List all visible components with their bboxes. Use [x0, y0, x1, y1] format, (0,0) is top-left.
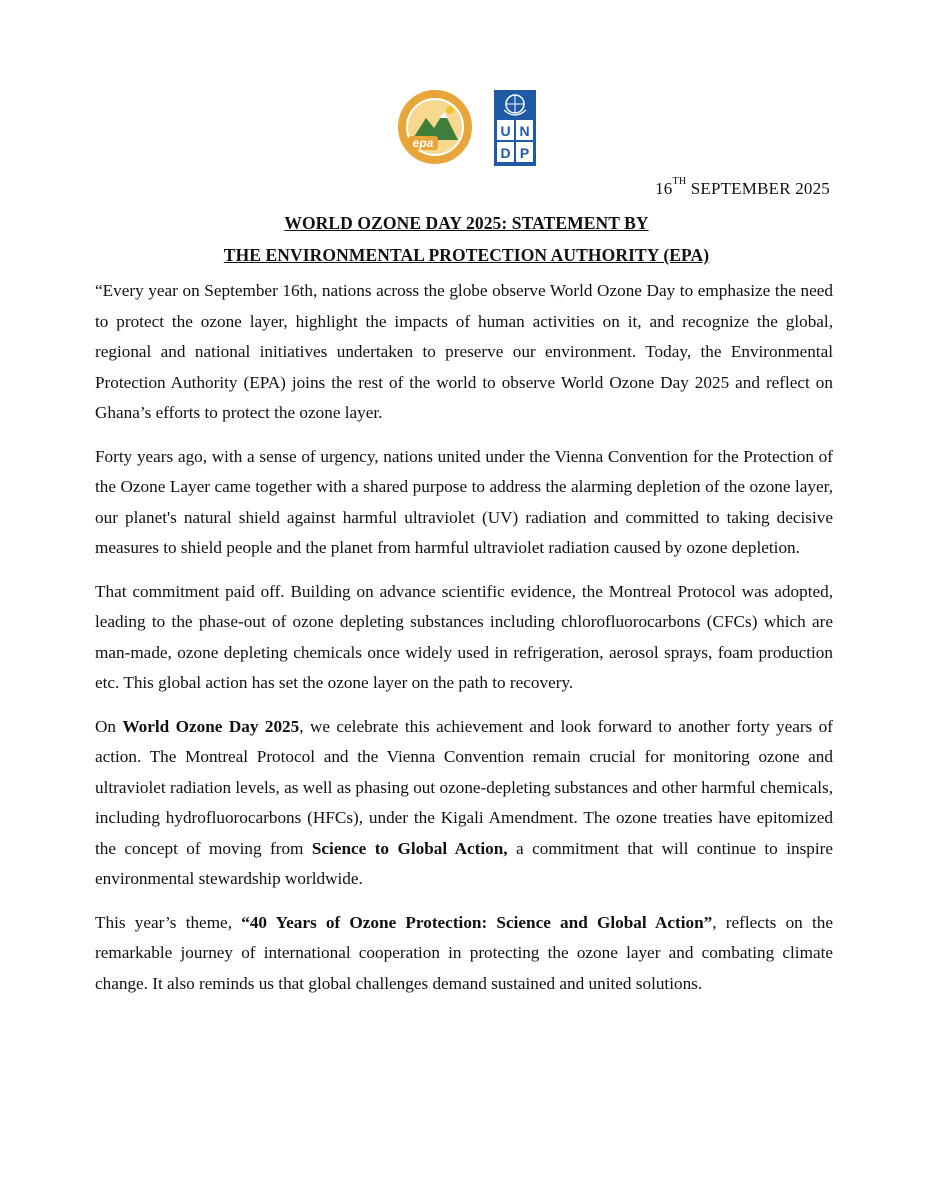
undp-logo [494, 90, 536, 166]
p4-post: a commitment that will continue to inspire environmental stewardship worldwide. [95, 838, 833, 888]
paragraph-5 [95, 908, 833, 1000]
epa-logo [398, 90, 472, 164]
statement-date [655, 176, 830, 199]
p5-post: , reflects on the remarkable journey of international cooperation in protecting the ozone layer and combating climate change. It also reminds us that global challenges demand sustained and united solutions. [95, 912, 833, 993]
paragraph-2: Forty years ago, with a sense of urgency, nations united under the Vienna Convention for the Protection of the Ozone Layer came together with a shared purpose to address the alarming depletion of the ozone layer, our planet's natural shield against harmful ultraviolet (UV) radiation and committed to taking decisive measures to shield people and the planet from harmful ultraviolet radiation caused by ozone depletion. [95, 446, 833, 557]
statement-body [95, 276, 833, 1012]
logo-row [0, 90, 933, 166]
undp-letter-d: D [499, 145, 511, 161]
p4-bold-event: World Ozone Day 2025 [122, 716, 300, 736]
paragraph-3: That commitment paid off. Building on advance scientific evidence, the Montreal Protocol was adopted, leading to the phase-out of ozone depleting substances including chlorofluorocarbons (CFCs) which are man-made, ozone depleting chemicals once widely used in refrigeration, aerosol sprays, foam production etc. This global action has set the ozone layer on the path to recovery. [95, 581, 833, 692]
p4-bold-concept: Science to Global Action, [311, 838, 508, 858]
date-suffix: TH [672, 176, 687, 187]
date-day: 16 [655, 179, 673, 198]
undp-letter-p: P [519, 145, 529, 161]
paragraph-1: “Every year on September 16th, nations across the globe observe World Ozone Day to emphasize the need to protect the ozone layer, highlight the impacts of human activities on it, and recognize the global, regional and national initiatives undertaken to preserve our environment. Today, the Environmental Protection Authority (EPA) joins the rest of the world to observe World Ozone Day 2025 and reflect on Ghana’s efforts to protect the ozone layer. [95, 281, 833, 422]
p4-mid: , we celebrate this achievement and look forward to another forty years of action. The Montreal Protocol and the Vienna Convention remain crucial for monitoring ozone and ultraviolet radiation levels, as well as phasing out ozone-depleting substances and other harmful chemicals, including hydrofluorocarbons (HFCs), under the Kigali Amendment. The ozone treaties have epitomized the concept of moving from [95, 716, 833, 858]
date-rest: SEPTEMBER 2025 [686, 179, 830, 198]
epa-logo-text: epa [412, 136, 433, 150]
paragraph-4 [95, 712, 833, 895]
title-line-2: THE ENVIRONMENTAL PROTECTION AUTHORITY (EPA) [223, 245, 710, 265]
p5-pre: This year’s theme, [95, 912, 242, 932]
undp-letter-u: U [499, 123, 511, 139]
p5-bold-theme: “40 Years of Ozone Protection: Science and Global Action” [241, 912, 713, 932]
p4-pre: On [95, 716, 123, 736]
undp-letter-n: N [518, 123, 530, 139]
title-line-1: WORLD OZONE DAY 2025: STATEMENT BY [284, 213, 649, 233]
